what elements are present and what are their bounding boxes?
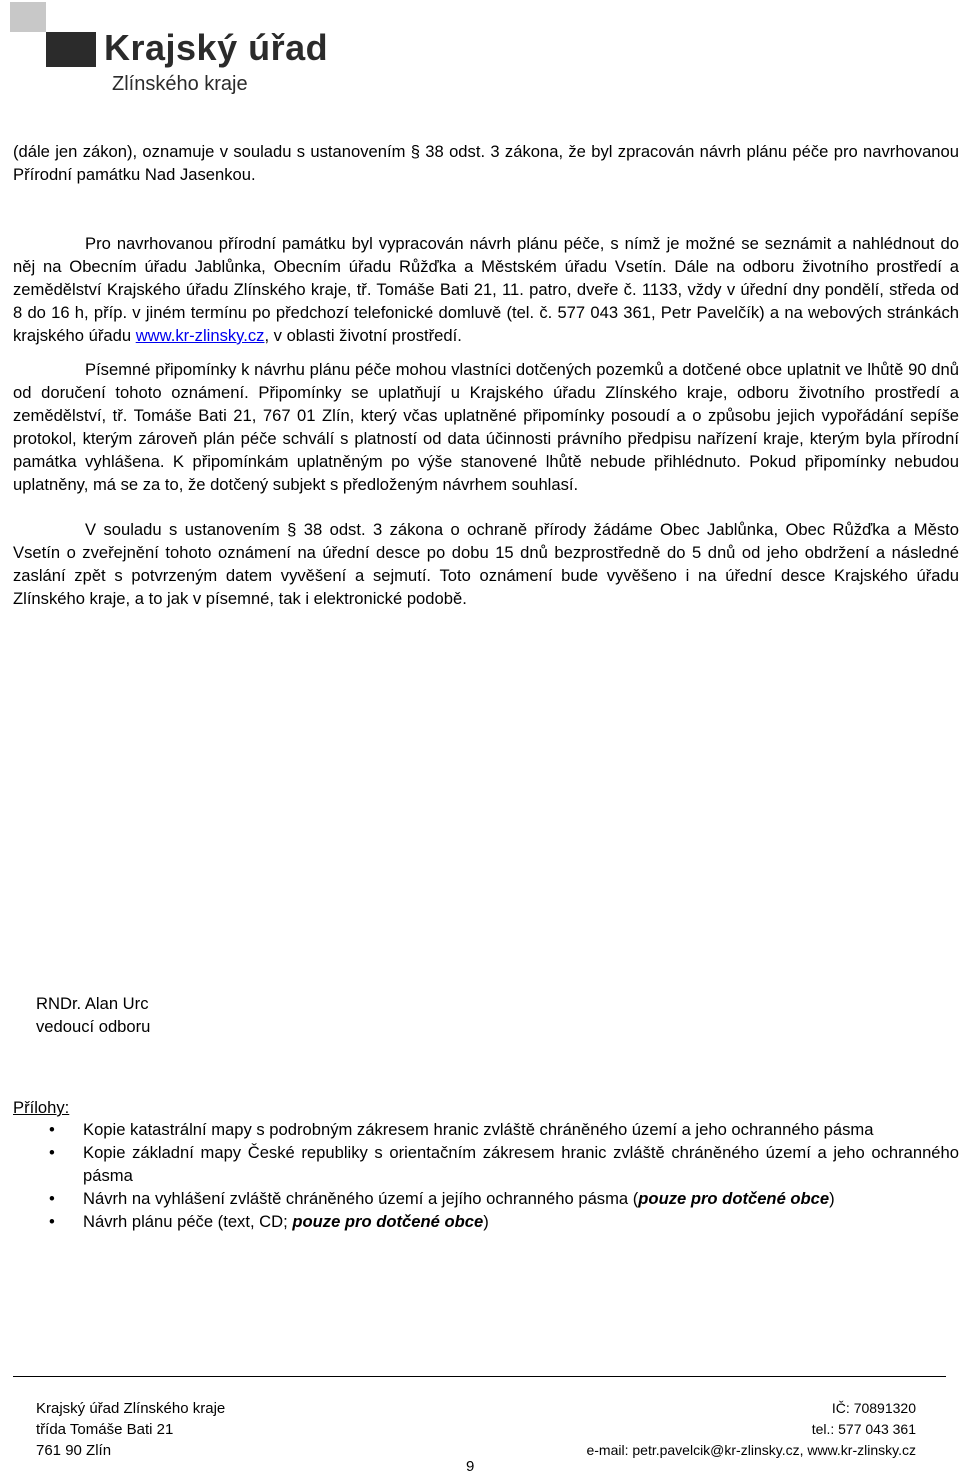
- attachment-text: Návrh na vyhlášení zvláště chráněného území a jejího ochranného pásma (: [83, 1189, 639, 1208]
- list-item: [13, 1210, 959, 1233]
- footer-phone: tel.: 577 043 361: [811, 1421, 916, 1437]
- paragraph-plan-availability-end: , v oblasti životní prostředí.: [264, 326, 462, 345]
- bullet-icon: •: [49, 1143, 55, 1162]
- logo-subtitle: Zlínského kraje: [112, 73, 248, 95]
- footer-contact: [586, 1398, 916, 1461]
- logo-square-dark: [46, 32, 96, 67]
- bullet-icon: •: [49, 1212, 55, 1231]
- paragraph-publication: V souladu s ustanovením § 38 odst. 3 zákona o ochraně přírody žádáme Obec Jablůnka, Obec Růžďka a Město Vsetín o zveřejnění tohoto oznámení na úřední desce po dobu 15 dnů bezprostředně do 5 dnů od jeho obdržení a následné zaslání zpět s potvrzeným datem vyvěšení a sejmutí. Toto oznámení bude vyvěšeno i na úřední desce Krajského úřadu Zlínského kraje, a to jak v písemné, tak i elektronické podobě.: [13, 520, 959, 608]
- attachment-text: Kopie základní mapy České republiky s orientačním zákresem hranic zvláště chráněného území a jeho ochranného pásma: [83, 1143, 959, 1185]
- footer-office: Krajský úřad Zlínského kraje: [36, 1400, 226, 1417]
- attachment-text: Kopie katastrální mapy s podrobným zákresem hranic zvláště chráněného území a jeho ochranného pásma: [83, 1120, 874, 1139]
- bullet-icon: •: [49, 1120, 55, 1139]
- document-body: [13, 140, 959, 610]
- logo-square-light: [10, 2, 46, 32]
- paragraph-comments: Písemné připomínky k návrhu plánu péče mohou vlastníci dotčených pozemků a dotčené obce uplatnit ve lhůtě 90 dnů od doručení tohoto oznámení. Připomínky se uplatňují u Krajského úřadu Zlínského kraje, odboru životního prostředí a zemědělství, tř. Tomáše Bati 21, 767 01 Zlín, který včas uplatněné připomínky posoudí a o způsobu jejich vypořádání sepíše protokol, kterým zároveň plán péče schválí s platností od data účinnosti právního předpisu nařízení kraje, kterým byla přírodní památka vyhlášena. K připomínkám uplatněným po výše stanovené lhůtě nebude přihlédnuto. Pokud připomínky nebudou uplatněny, má se za to, že dotčený subjekt s předloženým návrhem souhlasí.: [13, 360, 959, 494]
- signature-block: [36, 992, 150, 1038]
- list-item: [13, 1187, 959, 1210]
- signatory-role: vedoucí odboru: [36, 1017, 151, 1036]
- footer-divider: [13, 1376, 946, 1377]
- list-item: [13, 1118, 959, 1141]
- page-number: 9: [466, 1458, 475, 1475]
- attachment-emphasis: pouze pro dotčené obce: [292, 1212, 484, 1231]
- attachments-title: Přílohy:: [13, 1098, 70, 1117]
- logo-title: Krajský úřad: [104, 27, 329, 68]
- footer-email-web: e-mail: petr.pavelcik@kr-zlinsky.cz, www.kr-zlinsky.cz: [586, 1442, 916, 1458]
- signatory-name: RNDr. Alan Urc: [36, 994, 149, 1013]
- paragraph-intro: (dále jen zákon), oznamuje v souladu s ustanovením § 38 odst. 3 zákona, že byl zpracován návrh plánu péče pro navrhovanou Přírodní památku Nad Jasenkou.: [13, 142, 959, 184]
- list-item: [13, 1141, 959, 1187]
- footer-street: třída Tomáše Bati 21: [36, 1421, 174, 1438]
- website-link[interactable]: www.kr-zlinsky.cz: [135, 326, 265, 345]
- attachment-text-end: ): [829, 1189, 835, 1208]
- attachment-emphasis: pouze pro dotčené obce: [638, 1189, 830, 1208]
- paragraph-plan-availability-text: Pro navrhovanou přírodní památku byl vypracován návrh plánu péče, s nímž je možné se seznámit a nahlédnout do něj na Obecním úřadu Jablůnka, Obecním úřadu Růžďka a Městském úřadu Vsetín. Dále na odboru životního prostředí a zemědělství Krajského úřadu Zlínského kraje, tř. Tomáše Bati 21, 11. patro, dveře č. 1133, vždy v úřední dny pondělí, středa od 8 do 16 h, příp. v jiném termínu po předchozí telefonické domluvě (tel. č. 577 043 361, Petr Pavelčík) a na webových stránkách krajského úřadu: [13, 234, 959, 345]
- attachment-text-end: ): [483, 1212, 489, 1231]
- attachment-text: Návrh plánu péče (text, CD;: [83, 1212, 293, 1231]
- paragraph-plan-availability: [13, 232, 959, 347]
- attachments-list: [13, 1118, 959, 1233]
- footer-ico: IČ: 70891320: [831, 1400, 916, 1416]
- footer-address: [36, 1398, 225, 1461]
- footer-city: 761 90 Zlín: [36, 1442, 112, 1459]
- bullet-icon: •: [49, 1189, 55, 1208]
- krajsky-urad-logo: [8, 0, 329, 100]
